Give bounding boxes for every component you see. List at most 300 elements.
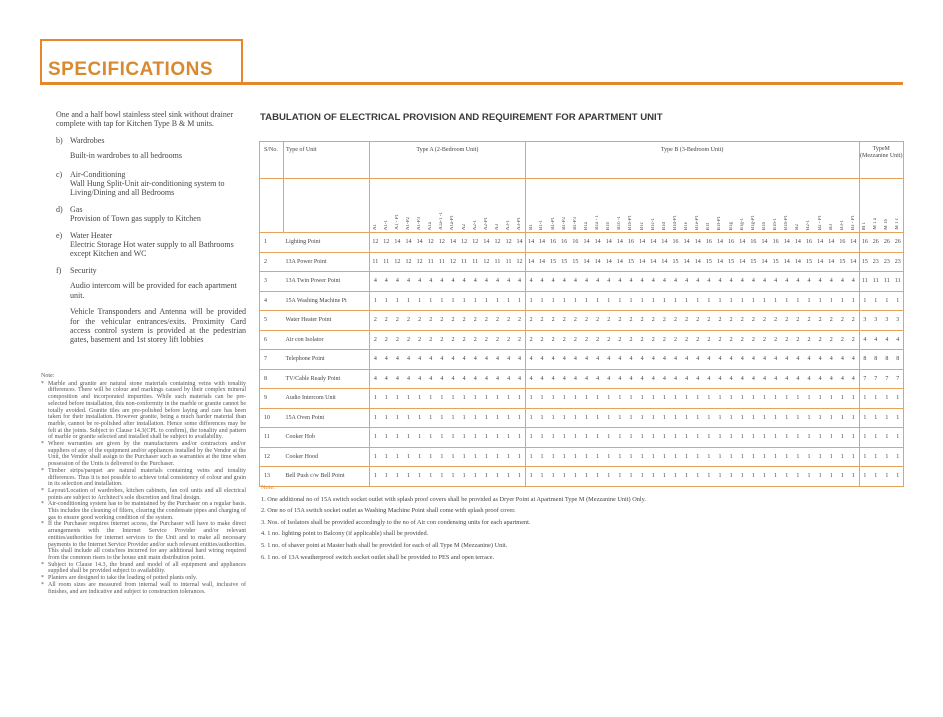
value-cell: 1 (370, 408, 381, 428)
value-cell: 1 (748, 447, 759, 467)
unit-code (759, 179, 770, 233)
value-cell: 14 (681, 233, 692, 253)
value-cell: 1 (436, 408, 447, 428)
header-type-b: Type B (3-Bedroom Unit) (525, 142, 859, 179)
value-cell: 1 (759, 408, 770, 428)
value-cell: 2 (481, 330, 492, 350)
value-cell: 1 (414, 428, 425, 448)
value-cell: 1 (548, 467, 559, 487)
value-cell: 15 (670, 252, 681, 272)
value-cell: 3 (870, 311, 881, 331)
value-cell: 1 (748, 389, 759, 409)
value-cell: 2 (826, 311, 837, 331)
value-cell: 7 (870, 369, 881, 389)
value-cell: 1 (570, 389, 581, 409)
value-cell: 1 (737, 291, 748, 311)
unit-code-label: B1b (606, 221, 612, 230)
value-cell: 4 (370, 369, 381, 389)
value-cell: 1 (514, 428, 525, 448)
value-cell: 1 (637, 428, 648, 448)
value-cell: 1 (614, 467, 625, 487)
table-row (260, 291, 904, 311)
table-notes (261, 482, 646, 563)
value-cell: 1 (870, 408, 881, 428)
value-cell: 1 (737, 389, 748, 409)
section-letter: d) (56, 204, 63, 214)
note-text: Marble and granite are natural stone materials containing veins with tonality differences. There will be colour and markings caused by their complex mineral composition and incorporated impurities. While such materials can be pre-selected before installation, this non-conformity in the marble or granite cannot be totally avoided. Granite tiles are pre-polished before laying and care has been taken for their installation. However granite, being a much harder material than marble, cannot be re-polished after installation. Hence some differences may be felt at the joints. Subject to Clause 14.3(CPL to confirm), the tonality and pattern of marble or granite selected and installed shall be subject to availability. (48, 380, 246, 441)
value-cell: 2 (503, 311, 514, 331)
value-cell: 1 (414, 291, 425, 311)
value-cell: 4 (670, 369, 681, 389)
value-cell: 4 (659, 272, 670, 292)
value-cell: 2 (770, 330, 781, 350)
value-cell: 15 (559, 252, 570, 272)
value-cell: 3 (892, 311, 903, 331)
value-cell: 4 (370, 272, 381, 292)
value-cell: 2 (781, 311, 792, 331)
value-cell: 4 (603, 369, 614, 389)
unit-code-label: B1a (583, 221, 589, 230)
unit-code-label: A2-1 (472, 219, 478, 230)
value-cell: 2 (681, 330, 692, 350)
value-cell: 1 (826, 408, 837, 428)
value-cell: 23 (870, 252, 881, 272)
header-type-a: Type A (2-Bedroom Unit) (370, 142, 526, 179)
value-cell: 4 (525, 350, 536, 370)
unit-code-label: B1e-P1 (695, 215, 701, 230)
value-cell: 4 (726, 350, 737, 370)
value-cell: 16 (726, 233, 737, 253)
section-body: Electric Storage Hot water supply to all Bathrooms except Kitchen and WC (70, 240, 234, 259)
value-cell: 1 (470, 467, 481, 487)
row-label: 15A Washing Machine Pt (284, 291, 370, 311)
value-cell: 1 (447, 408, 458, 428)
value-cell: 4 (459, 350, 470, 370)
value-cell: 4 (803, 350, 814, 370)
value-cell: 4 (459, 369, 470, 389)
note-item (41, 441, 246, 468)
value-cell: 1 (581, 467, 592, 487)
value-cell: 12 (414, 252, 425, 272)
value-cell: 1 (581, 408, 592, 428)
value-cell: 1 (881, 428, 892, 448)
unit-code-label: A1-1 (383, 219, 389, 230)
unit-code-label: B1b -1 (617, 216, 623, 230)
value-cell: 2 (781, 330, 792, 350)
table-note-item: 2. One no of 15A switch socket outlet as Washing Machine Point shall come with splash proof cover. (261, 507, 516, 515)
value-cell: 2 (670, 311, 681, 331)
value-cell: 7 (859, 369, 870, 389)
row-label: Water Heater Point (284, 311, 370, 331)
value-cell: 1 (892, 467, 903, 487)
value-cell: 2 (581, 330, 592, 350)
value-cell: 1 (837, 467, 848, 487)
value-cell: 4 (881, 330, 892, 350)
row-number: 4 (260, 291, 284, 311)
value-cell: 11 (381, 252, 392, 272)
table-row (260, 428, 904, 448)
unit-code-label: M 1 c (895, 218, 901, 230)
value-cell: 1 (670, 428, 681, 448)
value-cell: 1 (392, 447, 403, 467)
header-divider (40, 82, 903, 85)
value-cell: 12 (436, 233, 447, 253)
value-cell: 4 (414, 272, 425, 292)
value-cell: 14 (614, 252, 625, 272)
unit-code (826, 179, 837, 233)
value-cell: 4 (570, 350, 581, 370)
value-cell: 4 (548, 369, 559, 389)
value-cell: 1 (392, 389, 403, 409)
value-cell: 1 (648, 389, 659, 409)
value-cell: 1 (503, 389, 514, 409)
value-cell: 1 (781, 389, 792, 409)
value-cell: 1 (714, 408, 725, 428)
unit-code (392, 179, 403, 233)
value-cell: 14 (392, 233, 403, 253)
value-cell: 14 (592, 252, 603, 272)
unit-code-label: A2 (461, 223, 467, 230)
unit-code (514, 179, 525, 233)
value-cell: 2 (648, 330, 659, 350)
value-cell: 1 (659, 408, 670, 428)
value-cell: 1 (459, 447, 470, 467)
value-cell: 1 (770, 467, 781, 487)
unit-code-label: A1-P3 (417, 216, 423, 230)
value-cell: 4 (559, 369, 570, 389)
value-cell: 1 (603, 389, 614, 409)
value-cell: 1 (803, 447, 814, 467)
value-cell: 2 (570, 330, 581, 350)
value-cell: 1 (848, 389, 859, 409)
note-text: All room sizes are measured from internal wall to internal wall, inclusive of finishes, and are indicative and subject to construction tolerances. (48, 581, 246, 595)
value-cell: 4 (815, 350, 826, 370)
value-cell: 14 (536, 233, 547, 253)
value-cell: 1 (648, 408, 659, 428)
value-cell: 4 (714, 369, 725, 389)
value-cell: 1 (826, 389, 837, 409)
value-cell: 1 (592, 291, 603, 311)
value-cell: 4 (414, 350, 425, 370)
unit-code (681, 179, 692, 233)
unit-code (737, 179, 748, 233)
value-cell: 1 (748, 467, 759, 487)
row-number: 11 (260, 428, 284, 448)
value-cell: 1 (536, 467, 547, 487)
value-cell: 1 (803, 389, 814, 409)
value-cell: 1 (848, 408, 859, 428)
value-cell: 1 (492, 467, 503, 487)
value-cell: 1 (625, 467, 636, 487)
value-cell: 1 (536, 389, 547, 409)
value-cell: 7 (881, 369, 892, 389)
value-cell: 3 (881, 311, 892, 331)
row-label: Bell Push c/w Bell Point (284, 467, 370, 487)
value-cell: 2 (726, 311, 737, 331)
specifications-text (56, 110, 246, 345)
unit-code-label: B2-1 (806, 220, 812, 230)
table-row (260, 330, 904, 350)
value-cell: 2 (403, 330, 414, 350)
value-cell: 4 (737, 369, 748, 389)
value-cell: 1 (592, 408, 603, 428)
value-cell: 4 (592, 369, 603, 389)
unit-code (436, 179, 447, 233)
table-note-item: 1. One additional no of 15A switch socket outlet with splash proof covers shall be provided as Dryer Point at Apartment Type M (Mezzanine Unit) Only. (261, 495, 646, 503)
unit-code (548, 179, 559, 233)
value-cell: 1 (559, 291, 570, 311)
value-cell: 1 (692, 291, 703, 311)
value-cell: 1 (892, 389, 903, 409)
unit-code-label: B1e (684, 221, 690, 230)
value-cell: 4 (514, 272, 525, 292)
value-cell: 14 (403, 233, 414, 253)
unit-code (625, 179, 636, 233)
value-cell: 1 (525, 467, 536, 487)
value-cell: 4 (381, 350, 392, 370)
value-cell: 2 (548, 330, 559, 350)
value-cell: 1 (536, 428, 547, 448)
unit-code-label: A1 - P1 (394, 214, 400, 230)
value-cell: 1 (648, 447, 659, 467)
value-cell: 14 (692, 252, 703, 272)
value-cell: 1 (659, 291, 670, 311)
bullet-icon: * (41, 575, 44, 582)
value-cell: 4 (770, 272, 781, 292)
value-cell: 2 (648, 311, 659, 331)
value-cell: 1 (837, 428, 848, 448)
value-cell: 2 (748, 330, 759, 350)
bullet-icon: * (41, 581, 44, 588)
unit-code (637, 179, 648, 233)
value-cell: 1 (714, 291, 725, 311)
value-cell: 1 (536, 291, 547, 311)
row-label: Cooker Hob (284, 428, 370, 448)
value-cell: 1 (870, 389, 881, 409)
unit-code-label: B2 (795, 224, 801, 230)
table-row (260, 350, 904, 370)
unit-code-label: A3-P1 (516, 216, 522, 230)
value-cell: 1 (403, 389, 414, 409)
value-cell: 4 (436, 350, 447, 370)
value-cell: 2 (837, 311, 848, 331)
value-cell: 1 (548, 428, 559, 448)
section-letter: f) (56, 265, 62, 275)
value-cell: 1 (459, 467, 470, 487)
value-cell: 1 (392, 408, 403, 428)
value-cell: 4 (837, 272, 848, 292)
value-cell: 11 (425, 252, 436, 272)
value-cell: 4 (614, 272, 625, 292)
value-cell: 8 (859, 350, 870, 370)
value-cell: 4 (514, 350, 525, 370)
value-cell: 1 (815, 467, 826, 487)
value-cell: 1 (781, 447, 792, 467)
value-cell: 2 (548, 311, 559, 331)
table-row (260, 408, 904, 428)
value-cell: 1 (815, 428, 826, 448)
note-text: Air-conditioning system has to be maintained by the Purchaser on a regular basis. This includes the cleaning of filters, clearing the condensate pipes and charging of gas to ensure good working condition of the system. (48, 501, 246, 521)
value-cell: 4 (826, 369, 837, 389)
unit-code (592, 179, 603, 233)
value-cell: 8 (892, 350, 903, 370)
row-label: Cooker Hood (284, 447, 370, 467)
value-cell: 1 (837, 447, 848, 467)
section-wardrobes (56, 136, 246, 161)
value-cell: 1 (670, 291, 681, 311)
value-cell: 4 (425, 272, 436, 292)
value-cell: 1 (525, 389, 536, 409)
value-cell: 1 (381, 389, 392, 409)
value-cell: 2 (792, 311, 803, 331)
value-cell: 1 (592, 447, 603, 467)
value-cell: 2 (603, 330, 614, 350)
value-cell: 1 (714, 428, 725, 448)
value-cell: 1 (503, 428, 514, 448)
value-cell: 1 (870, 467, 881, 487)
value-cell: 1 (714, 467, 725, 487)
value-cell: 1 (737, 447, 748, 467)
value-cell: 1 (392, 428, 403, 448)
row-number: 2 (260, 252, 284, 272)
value-cell: 1 (470, 389, 481, 409)
value-cell: 2 (815, 311, 826, 331)
value-cell: 4 (614, 369, 625, 389)
blank-cell (260, 179, 284, 233)
value-cell: 4 (826, 272, 837, 292)
value-cell: 16 (859, 233, 870, 253)
value-cell: 1 (614, 291, 625, 311)
value-cell: 1 (559, 467, 570, 487)
unit-code (848, 179, 859, 233)
section-heading: Gas (70, 204, 83, 214)
value-cell: 1 (470, 428, 481, 448)
value-cell: 4 (759, 369, 770, 389)
value-cell: 2 (525, 311, 536, 331)
value-cell: 4 (792, 350, 803, 370)
value-cell: 2 (659, 311, 670, 331)
table-row (260, 252, 904, 272)
value-cell: 1 (826, 428, 837, 448)
value-cell: 4 (803, 369, 814, 389)
value-cell: 4 (625, 369, 636, 389)
value-cell: 1 (559, 408, 570, 428)
value-cell: 1 (659, 447, 670, 467)
value-cell: 16 (548, 233, 559, 253)
value-cell: 14 (659, 233, 670, 253)
header-type-m: TypeM (Mezzanine Unit) (859, 142, 904, 179)
value-cell: 2 (848, 330, 859, 350)
value-cell: 11 (503, 252, 514, 272)
unit-code (870, 179, 881, 233)
value-cell: 14 (848, 233, 859, 253)
value-cell: 4 (726, 369, 737, 389)
value-cell: 1 (536, 408, 547, 428)
value-cell: 1 (792, 428, 803, 448)
value-cell: 1 (459, 428, 470, 448)
unit-code-label: B1f (706, 222, 712, 230)
value-cell: 4 (659, 350, 670, 370)
value-cell: 1 (425, 389, 436, 409)
note-text: Timber strips/parquet are natural materials containing veins and tonality differences. Thus it is not possible to achieve total consistency of colour and grain in its selection and installation. (48, 467, 246, 488)
unit-code-label: B1g (728, 221, 734, 230)
unit-code (481, 179, 492, 233)
value-cell: 11 (881, 272, 892, 292)
value-cell: 4 (603, 272, 614, 292)
value-cell: 1 (759, 291, 770, 311)
value-cell: 4 (748, 369, 759, 389)
value-cell: 1 (759, 389, 770, 409)
value-cell: 4 (570, 369, 581, 389)
value-cell: 1 (459, 389, 470, 409)
value-cell: 1 (881, 408, 892, 428)
value-cell: 1 (525, 447, 536, 467)
value-cell: 1 (770, 408, 781, 428)
header-sno: S/No. (260, 142, 284, 179)
value-cell: 12 (503, 233, 514, 253)
value-cell: 1 (625, 447, 636, 467)
value-cell: 14 (826, 252, 837, 272)
table-note-item: 6. 1 no. of 13A weatherproof switch socket outlet shall be provided to PES and open terrace. (261, 553, 495, 561)
value-cell: 1 (548, 408, 559, 428)
value-cell: 2 (492, 311, 503, 331)
value-cell: 1 (459, 291, 470, 311)
value-cell: 4 (492, 350, 503, 370)
value-cell: 4 (425, 350, 436, 370)
value-cell: 1 (681, 291, 692, 311)
unit-code-label: B1-1 (539, 220, 545, 230)
page-title: SPECIFICATIONS (48, 59, 213, 80)
value-cell: 2 (592, 311, 603, 331)
value-cell: 26 (892, 233, 903, 253)
value-cell: 1 (815, 408, 826, 428)
value-cell: 2 (536, 311, 547, 331)
value-cell: 2 (481, 311, 492, 331)
value-cell: 1 (559, 428, 570, 448)
value-cell: 4 (414, 369, 425, 389)
value-cell: 4 (470, 350, 481, 370)
value-cell: 4 (870, 330, 881, 350)
value-cell: 4 (392, 272, 403, 292)
value-cell: 1 (392, 467, 403, 487)
value-cell: 1 (848, 428, 859, 448)
table-row (260, 447, 904, 467)
unit-code (781, 179, 792, 233)
value-cell: 4 (714, 350, 725, 370)
unit-code-label: B1a - 1 (595, 215, 601, 230)
unit-code-label: M 1 (862, 221, 868, 230)
value-cell: 4 (637, 350, 648, 370)
value-cell: 4 (625, 272, 636, 292)
value-cell: 1 (870, 291, 881, 311)
note-text: Layout/Location of wardrobes, kitchen cabinets, fan coil units and all electrical points are subject to Architect's sole discretion and final design. (48, 487, 246, 501)
value-cell: 1 (525, 428, 536, 448)
section-water-heater (56, 231, 246, 259)
value-cell: 1 (570, 447, 581, 467)
value-cell: 4 (403, 369, 414, 389)
unit-code (559, 179, 570, 233)
value-cell: 1 (548, 389, 559, 409)
table-row (260, 311, 904, 331)
header-type-of-unit: Type of Unit (284, 142, 370, 179)
value-cell: 1 (681, 467, 692, 487)
value-cell: 2 (703, 330, 714, 350)
value-cell: 4 (581, 350, 592, 370)
value-cell: 1 (603, 291, 614, 311)
unit-code (492, 179, 503, 233)
value-cell: 2 (659, 330, 670, 350)
note-item (41, 521, 246, 561)
